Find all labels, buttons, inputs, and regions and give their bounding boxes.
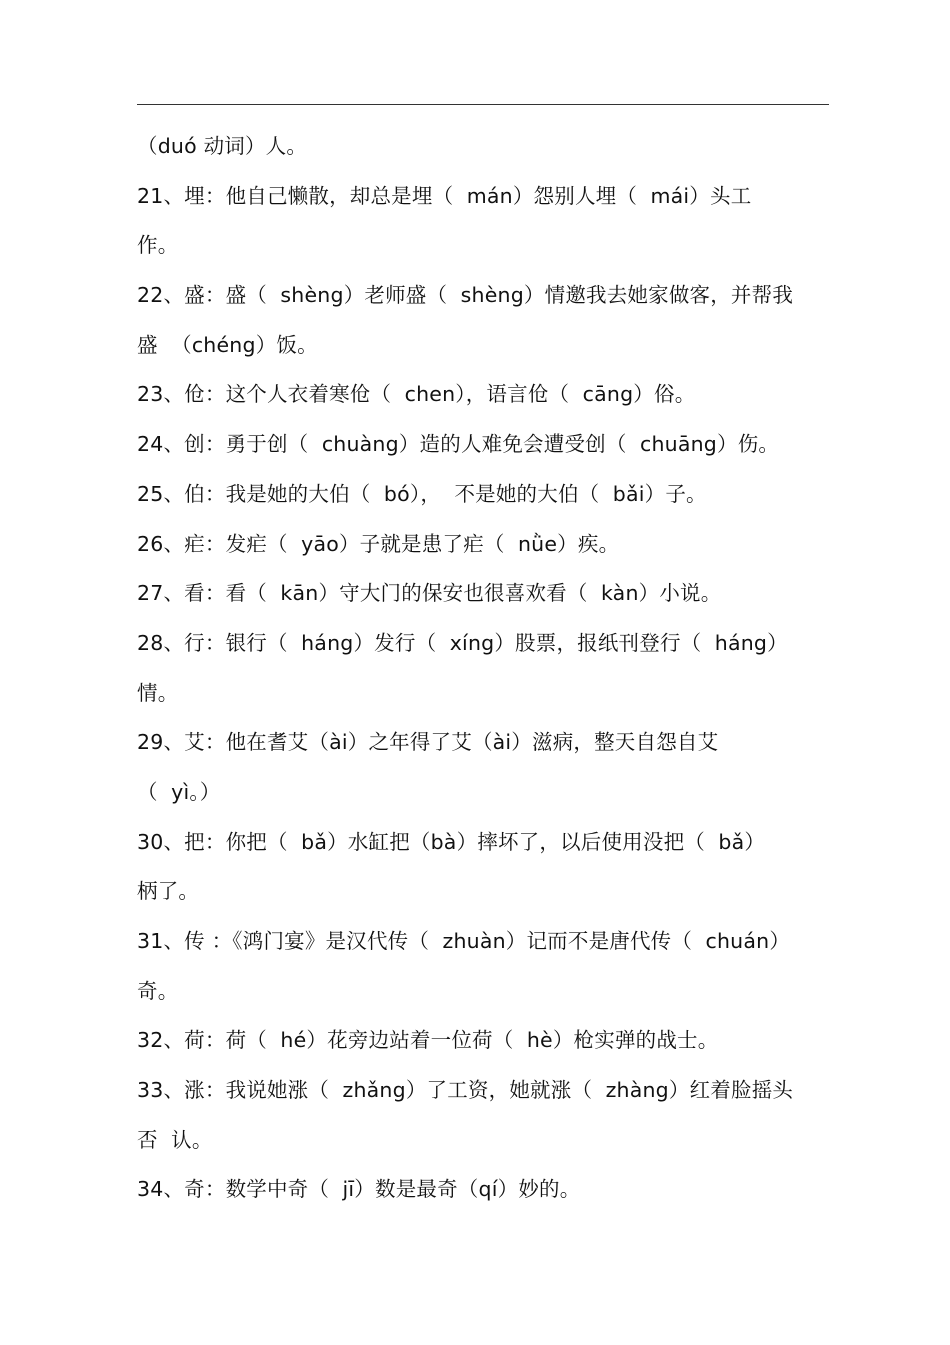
document-body (137, 122, 827, 1215)
text-line: （ yì。） (137, 779, 221, 804)
text-line: 26、疟：发疟（ yāo）子就是患了疟（ nǜe）疾。 (137, 531, 620, 556)
text-line: 31、传 ：《鸿门宴》是汉代传（ zhuàn）记而不是唐代传（ chuán） (137, 929, 791, 953)
text-line: 21、埋：他自己懒散，却总是埋（ mán）怨别人埋（ mái）头工 (137, 183, 752, 208)
text-line: 29、艾：他在耆艾（ài）之年得了艾（ài）滋病，整天自怨自艾 (137, 730, 719, 755)
text-line: 23、伧：这个人衣着寒伧（ chen），语言伧（ cāng）俗。 (137, 382, 696, 407)
text-line: 盛 （chéng）饭。 (137, 332, 318, 357)
text-line: 34、奇：数学中奇（ jī）数是最奇（qí）妙的。 (137, 1177, 581, 1202)
text-line: 32、荷：荷（ hé）花旁边站着一位荷（ hè）枪实弹的战士。 (137, 1028, 719, 1053)
text-line: 柄了。 (137, 879, 200, 904)
text-line: （duó 动词）人。 (137, 134, 308, 158)
text-line: 25、伯：我是她的大伯（ bó）， 不是她的大伯（ bǎi）子。 (137, 481, 707, 506)
text-line: 27、看：看（ kān）守大门的保安也很喜欢看（ kàn）小说。 (137, 581, 722, 606)
text-line: 22、盛：盛（ shèng）老师盛（ shèng）情邀我去她家做客，并帮我 (137, 283, 794, 308)
text-line: 奇。 (137, 978, 179, 1003)
text-line: 33、涨：我说她涨（ zhǎng）了工资，她就涨（ zhàng）红着脸摇头 (137, 1078, 794, 1103)
text-line: 24、创：勇于创（ chuàng）造的人难免会遭受创（ chuāng）伤。 (137, 432, 780, 457)
header-rule (137, 104, 829, 105)
text-line: 否 认。 (137, 1127, 213, 1152)
text-line: 情。 (137, 680, 179, 705)
text-line: 作。 (137, 233, 179, 258)
text-line: 28、行：银行（ háng）发行（ xíng）股票，报纸刊登行（ háng） (137, 630, 788, 655)
text-line: 30、把：你把（ bǎ）水缸把（bà）摔坏了，以后使用没把（ bǎ） (137, 829, 766, 854)
